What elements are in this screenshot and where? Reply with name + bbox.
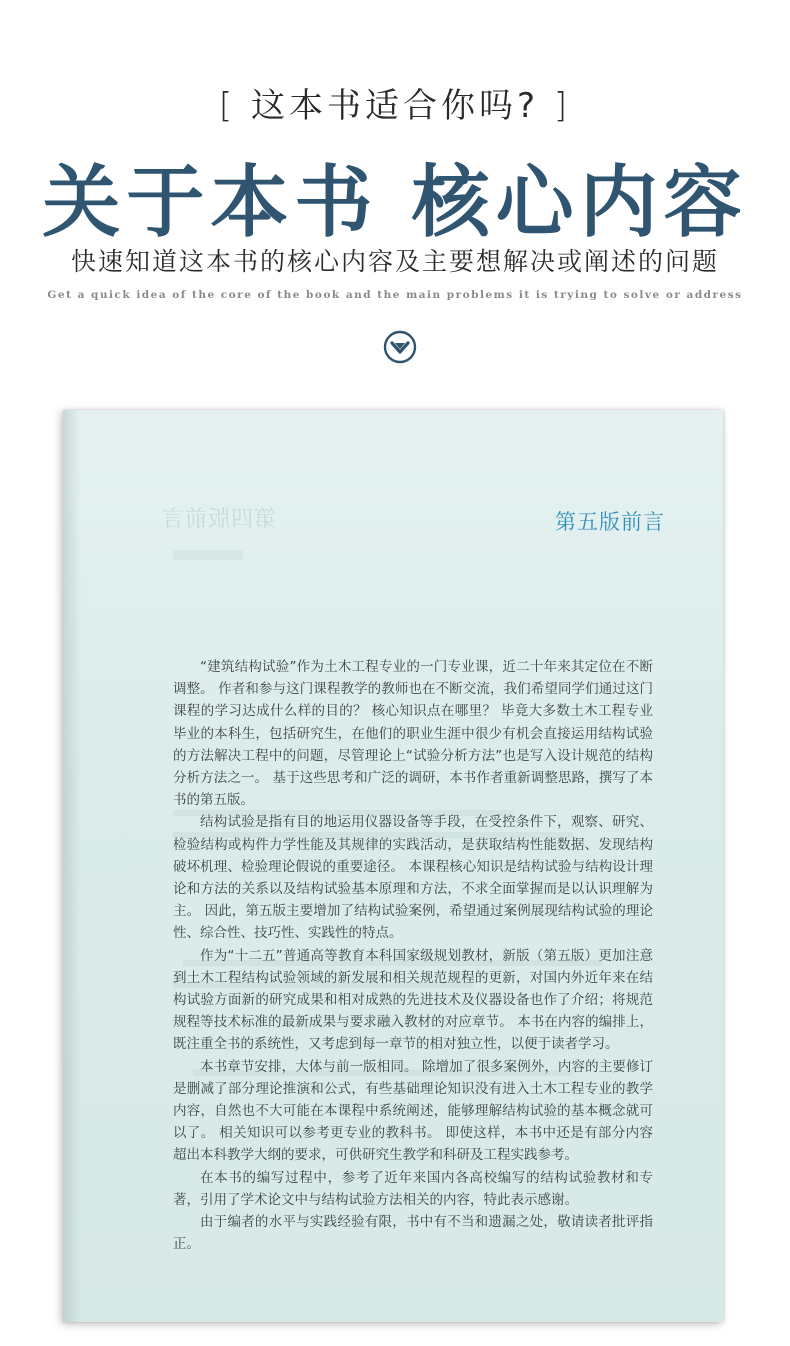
subtitle-english: Get a quick idea of the core of the book and the main problems it is trying to solve or address xyxy=(47,289,743,301)
preface-paragraph: 结构试验是指有目的地运用仪器设备等手段，在受控条件下，观察、研究、检验结构或构件力学性能及其规律的实践活动，是获取结构性能数据、发现结构破坏机理、检验理论假说的重要途径。 本课程核心知识是结构试验与结构设计理论和方法的关系以及结构试验基本原理和方法，不求全面掌握而是以认识理解为主。 因此，第五版主要增加了结构试验案例，希望通过案例展现结构试验的理论性、综合性、技巧性、实践性的特点。 xyxy=(173,814,653,942)
tagline-text: 这本书适合你吗? xyxy=(250,86,540,126)
preface-paragraph: 本书章节安排，大体与前一版相同。 除增加了很多案例外，内容的主要修订是删减了部分理论推演和公式，有些基础理论知识没有进入土木工程专业的教学内容，自然也不大可能在本课程中系统阐述，能够理解结构试验的基本概念就可以了。 相关知识可以参考更专业的教科书。 即使这样，本书中还是有部分内容超出本科教学大纲的要求，可供研究生教学和科研及工程实践参考。 xyxy=(173,1058,653,1164)
main-title: 关于本书 核心内容 xyxy=(42,157,748,248)
header-section xyxy=(0,0,790,400)
subtitle-chinese: 快速知道这本书的核心内容及主要想解决或阐述的问题 xyxy=(70,247,719,276)
ghost-bleedthrough xyxy=(173,550,243,560)
preface-body xyxy=(173,656,653,1255)
tagline-bracket-left: [ xyxy=(218,86,237,126)
preface-title: 第五版前言 xyxy=(555,510,665,534)
preface-paragraph: 由于编者的水平与实践经验有限，书中有不当和遗漏之处，敬请读者批评指正。 xyxy=(173,1214,653,1253)
preface-paragraph: “建筑结构试验”作为土木工程专业的一门专业课，近二十年来其定位在不断调整。 作者和参与这门课程教学的教师也在不断交流，我们希望同学们通过这门课程的学习达成什么样的目的？ 核心知识点在哪里？ 毕竟大多数土木工程专业毕业的本科生，包括研究生，在他们的职业生涯中很少有机会直接运用结构试验的方法解决工程中的问题，尽管理论上“试验分析方法”也是写入设计规范的结构分析方法之一。 基于这些思考和广泛的调研，本书作者重新调整思路，撰写了本书的第五版。 xyxy=(173,659,653,809)
ghost-previous-title: 第四版前言 xyxy=(161,507,277,532)
tagline xyxy=(0,78,790,127)
chevron-down-circle-icon xyxy=(383,330,417,364)
book-page-photo xyxy=(63,410,723,1322)
preface-paragraph: 作为“十二五”普通高等教育本科国家级规划教材，新版（第五版）更加注意到土木工程结构试验领域的新发展和相关规范规程的更新，对国内外近年来在结构试验方面新的研究成果和相对成熟的先进技术及仪器设备也作了介绍；将规范规程等技术标准的最新成果与要求融入教材的对应章节。 本书在内容的编排上，既注重全书的系统性，又考虑到每一章节的相对独立性，以便于读者学习。 xyxy=(173,947,653,1053)
preface-paragraph: 在本书的编写过程中，参考了近年来国内各高校编写的结构试验教材和专著，引用了学术论文中与结构试验方法相关的内容，特此表示感谢。 xyxy=(173,1169,653,1208)
tagline-bracket-right: ] xyxy=(553,86,572,126)
